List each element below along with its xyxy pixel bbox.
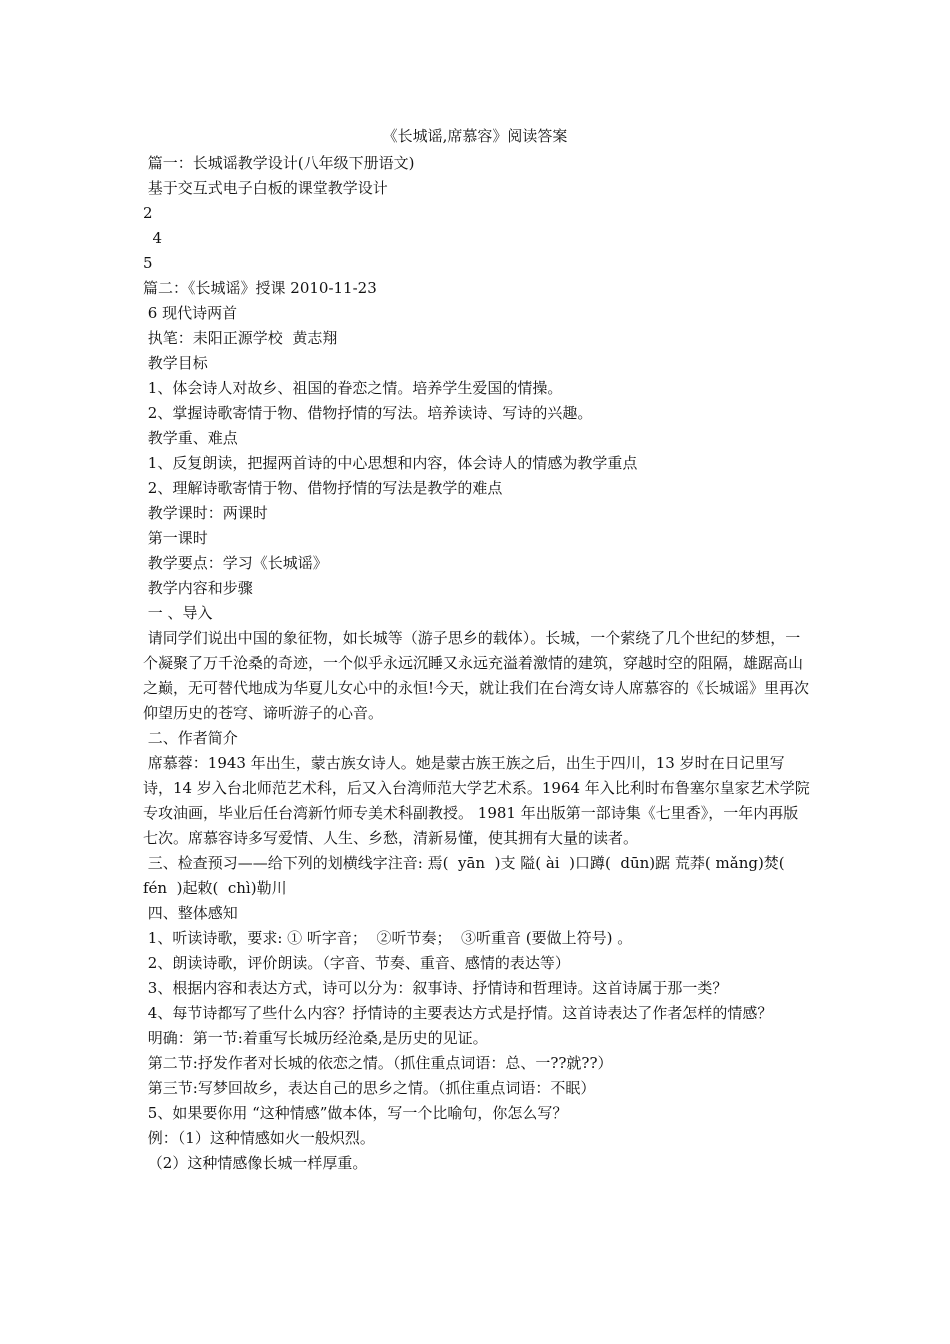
paragraph-line: 1、体会诗人对故乡、祖国的眷恋之情。培养学生爱国的情操。 [143, 379, 563, 397]
paragraph-block: 席慕蓉：1943 年出生，蒙古族女诗人。她是蒙古族王族之后，出生于四川，13 岁时在日记里写诗，14 岁入台北师范艺术科，后又入台湾师范大学艺术系。1964 年入比利时布鲁塞尔皇家艺术学院专攻油画，毕业后任台湾新竹师专美术科副教授。 1981 年出版第一部诗集《七里香》，一年内再版七次。席慕容诗多写爱情、人生、乡愁，清新易懂，使其拥有大量的读者。 [143, 754, 810, 847]
paragraph-block: 4、每节诗都写了些什么内容？抒情诗的主要表达方式是抒情。这首诗表达了作者怎样的情感？ [143, 1004, 773, 1022]
paragraph-line: 教学要点：学习《长城谣》 [143, 554, 328, 572]
paragraph-block: 请同学们说出中国的象征物，如长城等（游子思乡的载体）。长城，一个萦绕了几个世纪的梦想，一个凝聚了万千沧桑的奇迹，一个似乎永远沉睡又永远充溢着激情的建筑，穿越时空的阻隔，雄踞高山之巅，无可替代地成为华夏儿女心中的永恒!今天，就让我们在台湾女诗人席慕容的《长城谣》里再次仰望历史的苍穹、谛听游子的心音。 [143, 629, 810, 722]
paragraph-line: 篇一：长城谣教学设计(八年级下册语文) [143, 154, 415, 172]
section-heading: 二、作者简介 [143, 729, 238, 747]
paragraph-line: 2、朗读诗歌，评价朗读。（字音、节奏、重音、感情的表达等） [143, 954, 570, 972]
section-heading: 教学目标 [143, 354, 208, 372]
paragraph-line: 6 现代诗两首 [143, 304, 238, 322]
paragraph-line: 2、理解诗歌寄情于物、借物抒情的写法是教学的难点 [143, 479, 503, 497]
paragraph-line: 篇二：《长城谣》授课 2010-11-23 [143, 279, 377, 297]
paragraph-block: 三、检查预习——给下列的划横线字注音: 焉( yān )支 隘( ài )口蹲( dūn)踞 荒莽( mǎng)焚( fén )起敕( chì)勒川 [143, 854, 790, 897]
paragraph-line: 5 [143, 254, 153, 272]
section-heading: 教学内容和步骤 [143, 579, 253, 597]
paragraph-line: 5、如果要你用 “这种情感”做本体，写一个比喻句，你怎么写？ [143, 1104, 568, 1122]
section-heading: 教学重、难点 [143, 429, 238, 447]
document-title: 《长城谣,席慕容》阅读答案 [382, 127, 568, 145]
paragraph-line: 4 [143, 229, 163, 247]
paragraph-line: 2 [143, 204, 153, 222]
paragraph-line: 明确：第一节:着重写长城历经沧桑,是历史的见证。 [143, 1029, 488, 1047]
document-body [143, 151, 811, 1176]
section-heading: 一 、导入 [143, 604, 213, 622]
paragraph-line: 第一课时 [143, 529, 208, 547]
paragraph-line: 第二节:抒发作者对长城的依恋之情。（抓住重点词语：总、一??就??） [143, 1054, 613, 1072]
paragraph-line: （2）这种情感像长城一样厚重。 [143, 1154, 368, 1172]
paragraph-line: 例：（1）这种情感如火一般炽烈。 [143, 1129, 375, 1147]
section-heading: 四、整体感知 [143, 904, 238, 922]
paragraph-line: 3、根据内容和表达方式，诗可以分为：叙事诗、抒情诗和哲理诗。这首诗属于那一类？ [143, 979, 728, 997]
paragraph-line: 1、听读诗歌，要求: ① 听字音； ②听节奏； ③听重音 (要做上符号) 。 [143, 929, 633, 947]
paragraph-line: 教学课时：两课时 [143, 504, 268, 522]
paragraph-line: 基于交互式电子白板的课堂教学设计 [143, 179, 388, 197]
paragraph-line: 执笔：耒阳正源学校 黄志翔 [143, 329, 338, 347]
paragraph-line: 1、反复朗读，把握两首诗的中心思想和内容，体会诗人的情感为教学重点 [143, 454, 638, 472]
paragraph-line: 第三节:写梦回故乡，表达自己的思乡之情。（抓住重点词语：不眠） [143, 1079, 596, 1097]
paragraph-line: 2、掌握诗歌寄情于物、借物抒情的写法。培养读诗、写诗的兴趣。 [143, 404, 593, 422]
